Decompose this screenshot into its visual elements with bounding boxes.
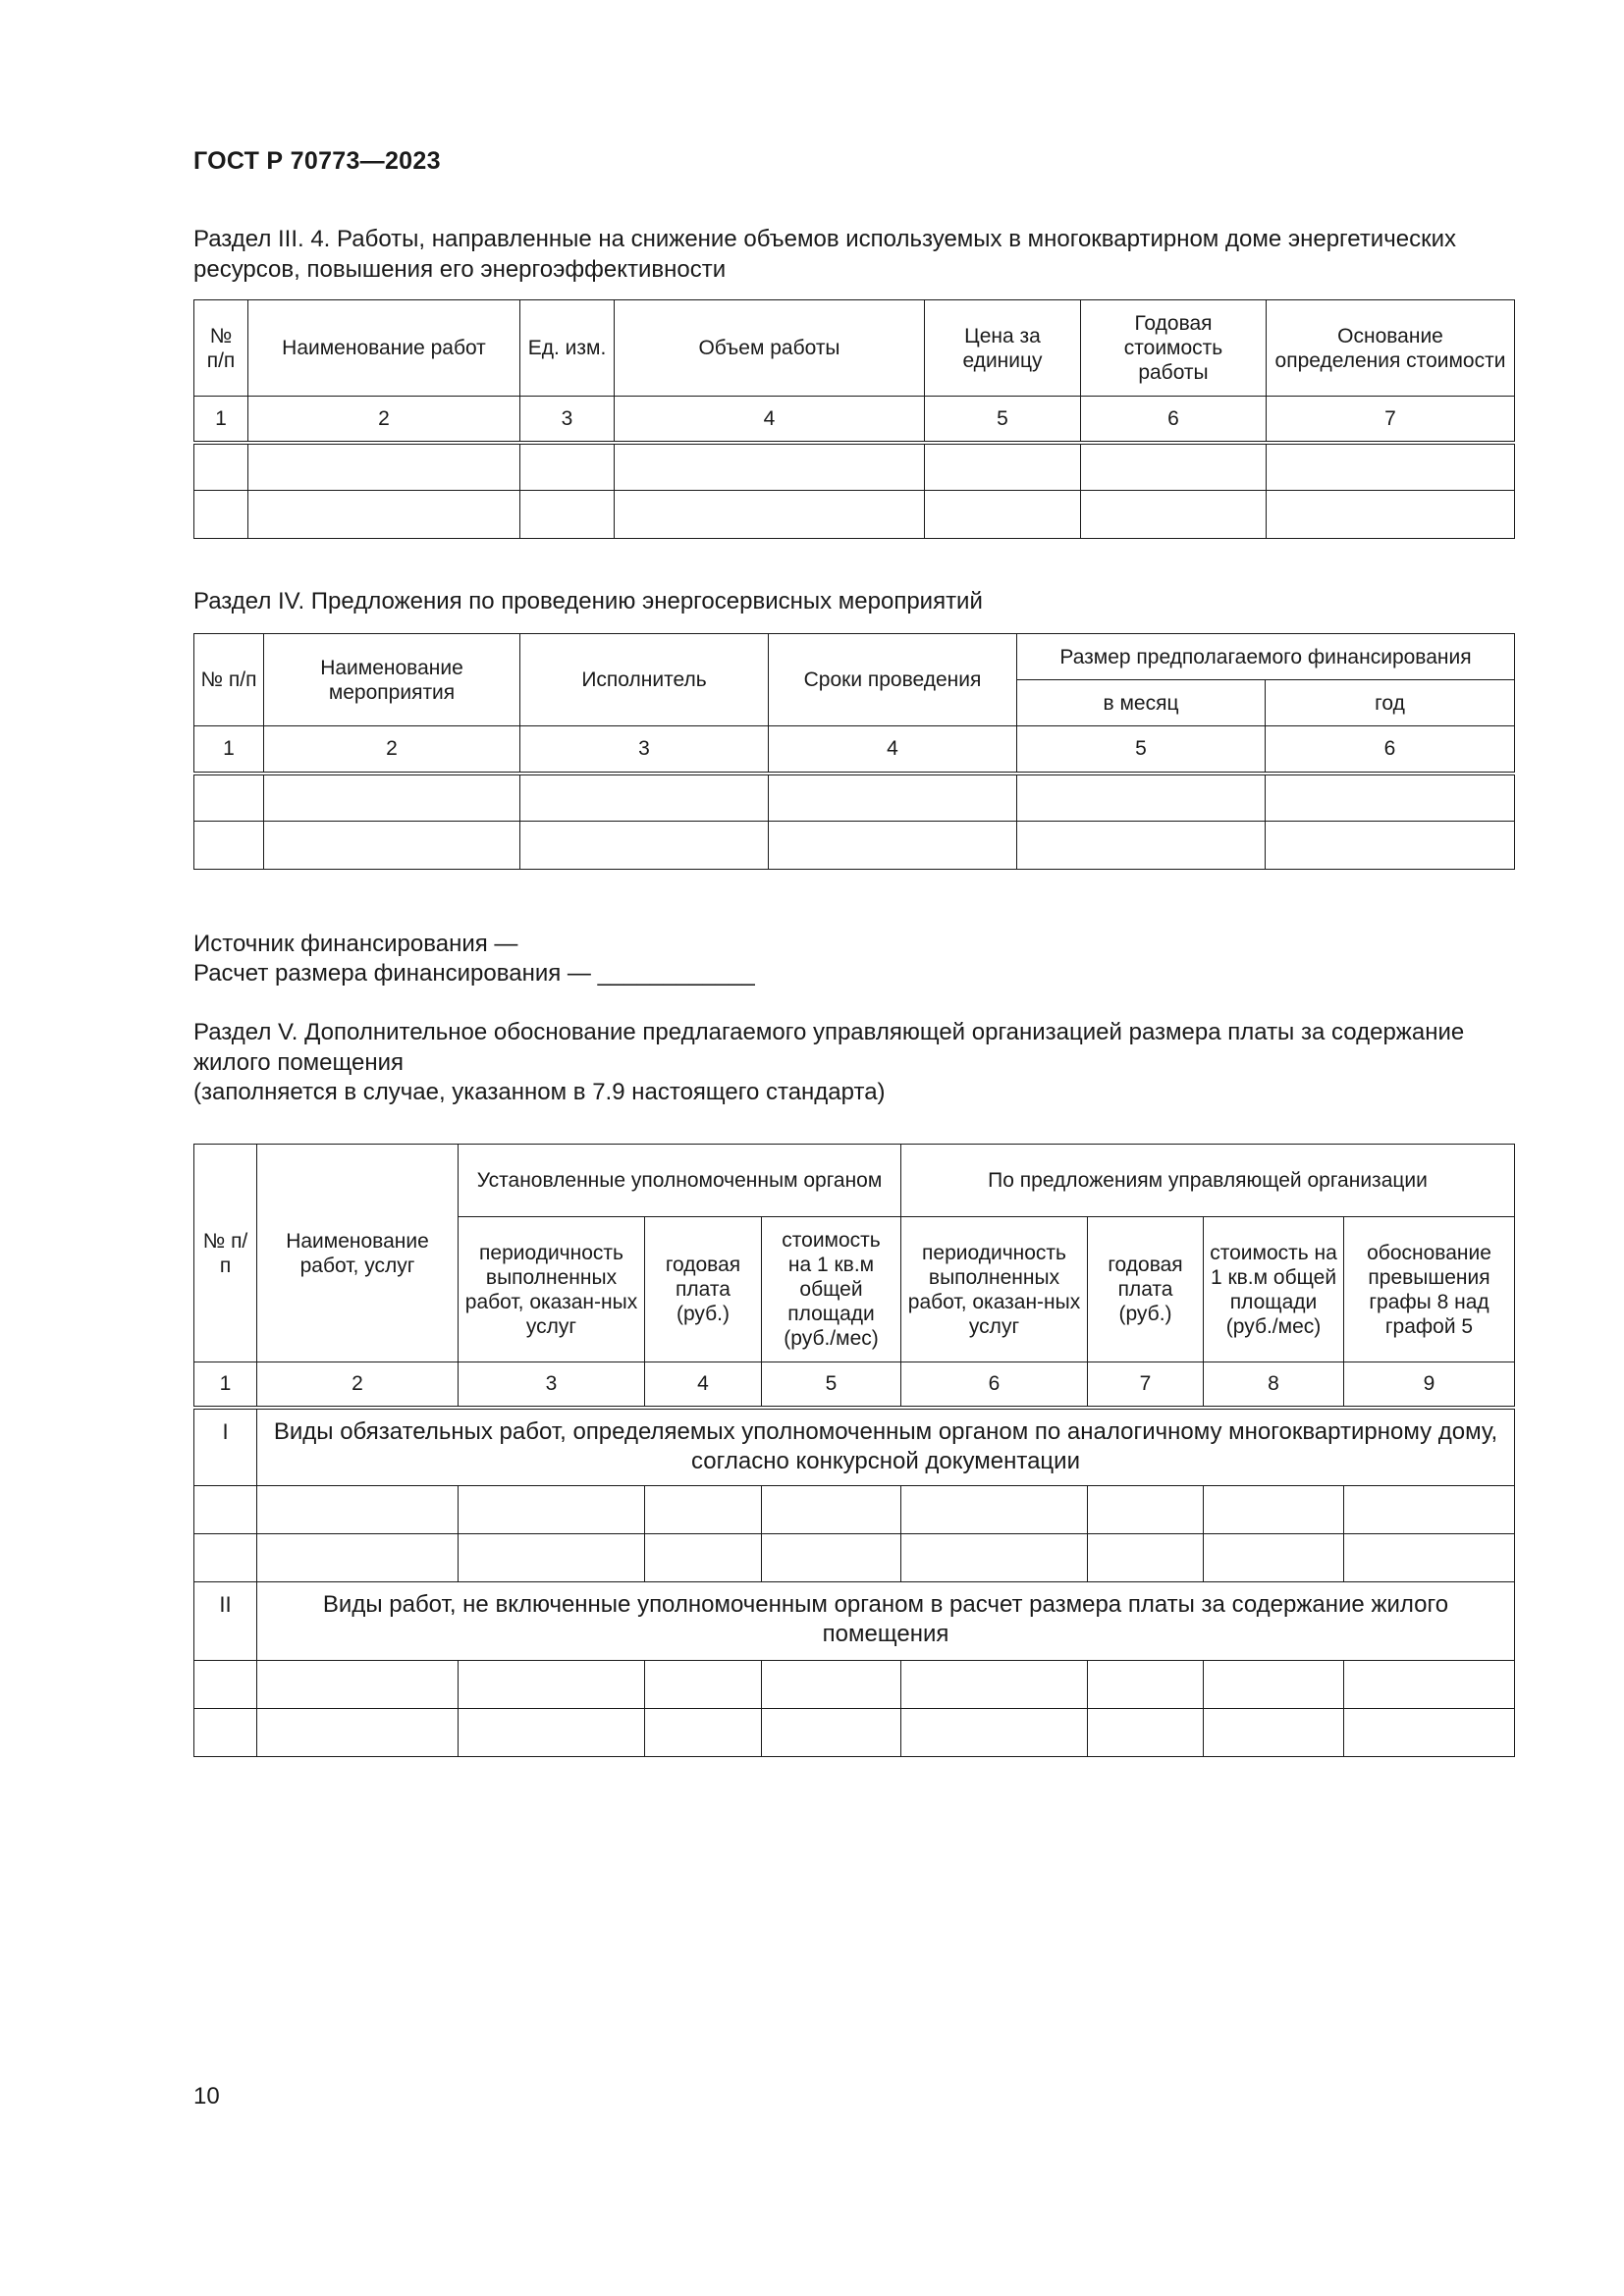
subheader-cell: стоимость на 1 кв.м общей площади (руб./мес) — [1204, 1217, 1344, 1362]
empty-cell — [1204, 1709, 1344, 1757]
empty-cell — [925, 491, 1081, 539]
column-number: 9 — [1344, 1362, 1515, 1408]
column-number: 3 — [520, 726, 769, 774]
header-cell: Цена за единицу — [925, 300, 1081, 397]
empty-cell — [257, 1709, 459, 1757]
section-5-note: (заполняется в случае, указанном в 7.9 настоящего стандарта) — [193, 1079, 886, 1105]
empty-cell — [194, 1486, 257, 1534]
empty-cell — [194, 822, 264, 870]
empty-cell — [257, 1486, 459, 1534]
header-cell: Сроки проведения — [769, 634, 1017, 726]
group-title: Виды обязательных работ, определяемых уполномоченным органом по аналогичному многоквартирному дому, согласно конкурсной документации — [257, 1408, 1515, 1486]
header-cell: Исполнитель — [520, 634, 769, 726]
empty-cell — [1088, 1486, 1204, 1534]
empty-cell — [1344, 1661, 1515, 1709]
empty-cell — [257, 1534, 459, 1582]
empty-cell — [901, 1534, 1088, 1582]
empty-cell — [901, 1486, 1088, 1534]
column-number: 5 — [925, 397, 1081, 443]
empty-cell — [769, 774, 1017, 822]
column-number: 2 — [257, 1362, 459, 1408]
column-number: 2 — [264, 726, 520, 774]
table-row — [194, 1709, 1515, 1757]
subheader-cell: периодичность выполненных работ, оказан-ных услуг — [459, 1217, 645, 1362]
group-number: I — [194, 1408, 257, 1486]
empty-cell — [520, 491, 615, 539]
column-number: 4 — [615, 397, 925, 443]
column-number: 5 — [762, 1362, 901, 1408]
empty-cell — [1017, 822, 1266, 870]
empty-cell — [520, 443, 615, 491]
table-row — [194, 1486, 1515, 1534]
column-number: 1 — [194, 726, 264, 774]
header-group-management: По предложениям управляющей организации — [901, 1145, 1515, 1217]
column-number: 6 — [901, 1362, 1088, 1408]
empty-cell — [194, 491, 248, 539]
header-group-authority: Установленные уполномоченным органом — [459, 1145, 901, 1217]
empty-cell — [459, 1486, 645, 1534]
subheader-cell: годовая плата (руб.) — [1088, 1217, 1204, 1362]
empty-cell — [1088, 1661, 1204, 1709]
header-cell: № п/п — [194, 300, 248, 397]
empty-cell — [645, 1661, 762, 1709]
page-number: 10 — [193, 2083, 220, 2109]
column-number: 6 — [1081, 397, 1267, 443]
empty-cell — [615, 443, 925, 491]
section-5-title: Раздел V. Дополнительное обоснование предлагаемого управляющей организацией размера платы за содержание жилого помещения — [193, 1019, 1465, 1076]
document-code: ГОСТ Р 70773—2023 — [193, 147, 441, 175]
header-cell: Наименование работ — [248, 300, 520, 397]
subheader-cell: годовая плата (руб.) — [645, 1217, 762, 1362]
section-3-table — [193, 299, 1515, 539]
funding-calc: Расчет размера финансирования — ____________ — [193, 960, 755, 987]
column-number: 7 — [1267, 397, 1515, 443]
empty-cell — [1088, 1709, 1204, 1757]
empty-cell — [248, 491, 520, 539]
column-number: 3 — [520, 397, 615, 443]
subheader-cell: стоимость на 1 кв.м общей площади (руб./мес) — [762, 1217, 901, 1362]
empty-cell — [1267, 491, 1515, 539]
empty-cell — [194, 1709, 257, 1757]
empty-cell — [1266, 774, 1515, 822]
empty-cell — [615, 491, 925, 539]
empty-cell — [645, 1534, 762, 1582]
empty-cell — [901, 1709, 1088, 1757]
empty-cell — [1344, 1486, 1515, 1534]
column-number: 3 — [459, 1362, 645, 1408]
empty-cell — [1204, 1661, 1344, 1709]
empty-cell — [645, 1709, 762, 1757]
empty-cell — [1088, 1534, 1204, 1582]
column-number: 7 — [1088, 1362, 1204, 1408]
column-number: 5 — [1017, 726, 1266, 774]
empty-cell — [1344, 1709, 1515, 1757]
table-row — [194, 822, 1515, 870]
empty-cell — [520, 774, 769, 822]
empty-cell — [257, 1661, 459, 1709]
empty-cell — [1017, 774, 1266, 822]
column-number: 4 — [769, 726, 1017, 774]
empty-cell — [194, 1661, 257, 1709]
empty-cell — [459, 1661, 645, 1709]
section-4-title: Раздел IV. Предложения по проведению энергосервисных мероприятий — [193, 588, 983, 614]
empty-cell — [1204, 1534, 1344, 1582]
subheader-cell: в месяц — [1017, 680, 1266, 726]
empty-cell — [645, 1486, 762, 1534]
group-title: Виды работ, не включенные уполномоченным органом в расчет размера платы за содержание жилого помещения — [257, 1582, 1515, 1661]
column-number: 6 — [1266, 726, 1515, 774]
empty-cell — [1266, 822, 1515, 870]
group-row — [194, 1408, 1515, 1486]
empty-cell — [901, 1661, 1088, 1709]
header-cell: Наименование мероприятия — [264, 634, 520, 726]
header-cell: Основание определения стоимости — [1267, 300, 1515, 397]
table-row — [194, 443, 1515, 491]
header-cell: Наименование работ, услуг — [257, 1145, 459, 1362]
empty-cell — [925, 443, 1081, 491]
header-cell: Объем работы — [615, 300, 925, 397]
group-number: II — [194, 1582, 257, 1661]
empty-cell — [459, 1534, 645, 1582]
empty-cell — [1204, 1486, 1344, 1534]
table-row — [194, 491, 1515, 539]
column-number: 4 — [645, 1362, 762, 1408]
empty-cell — [769, 822, 1017, 870]
empty-cell — [762, 1709, 901, 1757]
empty-cell — [762, 1534, 901, 1582]
empty-cell — [194, 1534, 257, 1582]
section-3-title: Раздел III. 4. Работы, направленные на снижение объемов используемых в многоквартирном доме энергетических ресурсов, повышения его энергоэффективности — [193, 226, 1456, 283]
empty-cell — [248, 443, 520, 491]
empty-cell — [1081, 443, 1267, 491]
funding-source: Источник финансирования — — [193, 931, 518, 957]
empty-cell — [762, 1661, 901, 1709]
header-cell: Ед. изм. — [520, 300, 615, 397]
header-cell: Размер предполагаемого финансирования — [1017, 634, 1515, 680]
column-number: 8 — [1204, 1362, 1344, 1408]
empty-cell — [1267, 443, 1515, 491]
header-cell: № п/п — [194, 634, 264, 726]
empty-cell — [520, 822, 769, 870]
empty-cell — [194, 443, 248, 491]
section-5-table — [193, 1144, 1515, 1757]
empty-cell — [264, 822, 520, 870]
header-cell: Годовая стоимость работы — [1081, 300, 1267, 397]
subheader-cell: обоснование превышения графы 8 над графой 5 — [1344, 1217, 1515, 1362]
empty-cell — [459, 1709, 645, 1757]
empty-cell — [1344, 1534, 1515, 1582]
group-row — [194, 1582, 1515, 1661]
column-number: 1 — [194, 397, 248, 443]
table-row — [194, 774, 1515, 822]
column-number: 1 — [194, 1362, 257, 1408]
subheader-cell: периодичность выполненных работ, оказан-ных услуг — [901, 1217, 1088, 1362]
table-row — [194, 1661, 1515, 1709]
section-4-table — [193, 633, 1515, 870]
empty-cell — [194, 774, 264, 822]
empty-cell — [762, 1486, 901, 1534]
subheader-cell: год — [1266, 680, 1515, 726]
empty-cell — [264, 774, 520, 822]
empty-cell — [1081, 491, 1267, 539]
table-row — [194, 1534, 1515, 1582]
column-number: 2 — [248, 397, 520, 443]
header-cell: № п/п — [194, 1145, 257, 1362]
